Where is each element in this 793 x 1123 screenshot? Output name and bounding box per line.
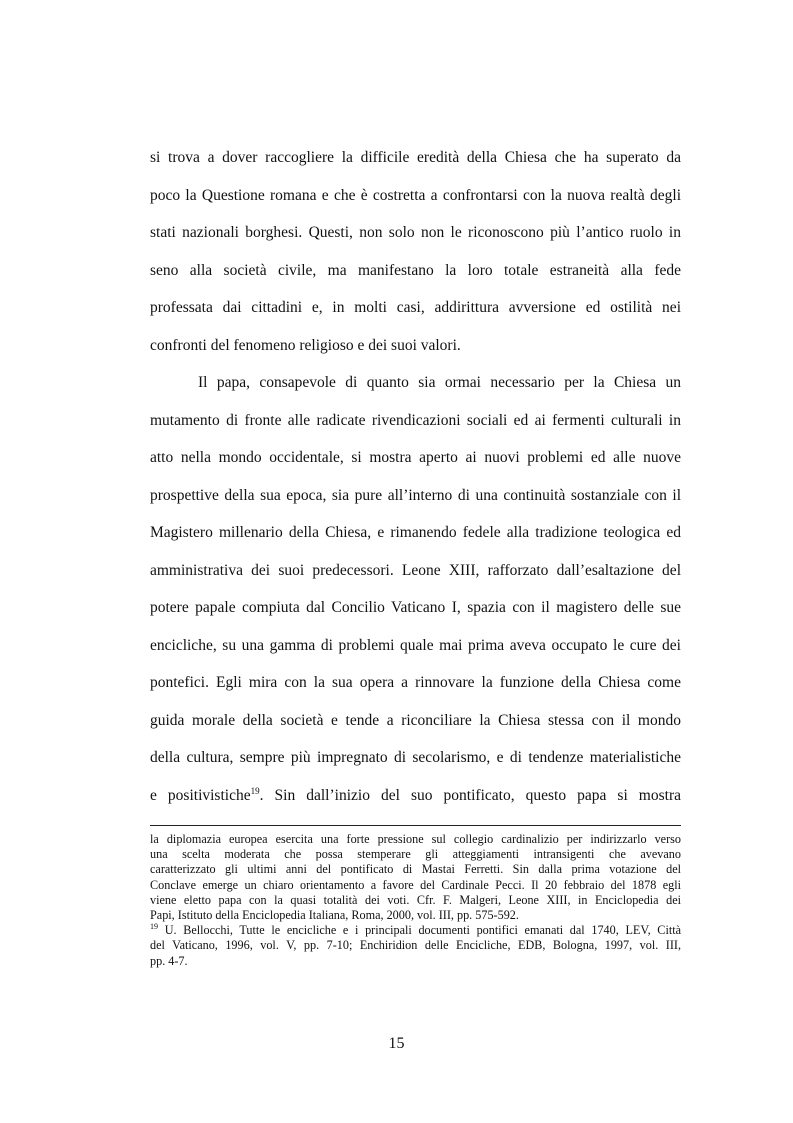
text-segment: . Sin dall’inizio del suo pontificato, questo papa si mostra	[259, 786, 681, 804]
footnote-line: caratterizzato gli ultimi anni del pontificato di Mastai Ferretti. Sin dalla prima votazione del	[150, 862, 681, 877]
footnote-line: la diplomazia europea esercita una forte pressione sul collegio cardinalizio per indirizzarlo verso	[150, 832, 681, 846]
text-line: mutamento di fronte alle radicate rivendicazioni sociali ed ai fermenti culturali in	[150, 411, 681, 429]
text-line: guida morale della società e tende a riconciliare la Chiesa stessa con il mondo	[150, 711, 681, 729]
footnote-separator	[150, 825, 681, 826]
text-line: poco la Questione romana e che è costretta a confrontarsi con la nuova realtà degli	[150, 186, 681, 204]
text-line: prospettive della sua epoca, sia pure all’interno di una continuità sostanziale con il	[150, 486, 681, 504]
text-line: Il papa, consapevole di quanto sia ormai necessario per la Chiesa un	[198, 374, 681, 391]
footnote-19-line: pp. 4-7.	[150, 953, 188, 968]
text-line: della cultura, sempre più impregnato di secolarismo, e di tendenze materialistiche	[150, 749, 681, 766]
footnote-number: 19	[150, 923, 158, 932]
footnote-line: una scelta moderata che possa stemperare gli atteggiamenti intransigenti che avevano	[150, 847, 681, 862]
text-line: confronti del fenomeno religioso e dei suoi valori.	[150, 336, 461, 354]
main-text	[150, 143, 681, 818]
text-line: stati nazionali borghesi. Questi, non solo non le riconoscono più l’antico ruolo in	[150, 224, 681, 241]
footnote-ref-19[interactable]: 19	[250, 785, 260, 796]
footnote-line: viene eletto papa con la quasi totalità dei voti. Cfr. F. Malgeri, Leone XIII, in Enciclopedia dei	[150, 892, 681, 907]
text-line-with-footnote-ref	[150, 781, 681, 819]
footnote-19-line	[150, 923, 681, 938]
text-line: amministrativa dei suoi predecessori. Leone XIII, rafforzato dall’esaltazione del	[150, 561, 681, 579]
page-number: 15	[388, 1035, 405, 1052]
footnote-line: Conclave emerge un chiaro orientamento a favore del Cardinale Pecci. Il 20 febbraio del 1878 egli	[150, 877, 681, 892]
text-line: potere papale compiuta dal Concilio Vaticano I, spazia con il magistero delle sue	[150, 599, 681, 616]
text-line: atto nella mondo occidentale, si mostra aperto ai nuovi problemi ed alle nuove	[150, 449, 681, 466]
footnote-19-text: U. Bellocchi, Tutte le encicliche e i principali documenti pontifici emanati dal 1740, LEV, Città	[164, 923, 681, 938]
text-line: si trova a dover raccogliere la difficile eredità della Chiesa che ha superato da	[150, 149, 681, 166]
footnotes	[150, 832, 681, 969]
text-line: professata dai cittadini e, in molti casi, addirittura avversione ed ostilità nei	[150, 299, 681, 316]
text-line: Magistero millenario della Chiesa, e rimanendo fedele alla tradizione teologica ed	[150, 524, 681, 541]
text-line: encicliche, su una gamma di problemi quale mai prima aveva occupato le cure dei	[150, 636, 681, 654]
footnote-line: Papi, Istituto della Enciclopedia Italiana, Roma, 2000, vol. III, pp. 575-592.	[150, 907, 519, 922]
footnote-19-line: del Vaticano, 1996, vol. V, pp. 7-10; Enchiridion delle Encicliche, EDB, Bologna, 1997, vol. III,	[150, 938, 681, 953]
text-segment: e positivistiche	[150, 786, 251, 804]
text-line: seno alla società civile, ma manifestano la loro totale estraneità alla fede	[150, 261, 681, 279]
text-line: pontefici. Egli mira con la sua opera a rinnovare la funzione della Chiesa come	[150, 674, 681, 691]
